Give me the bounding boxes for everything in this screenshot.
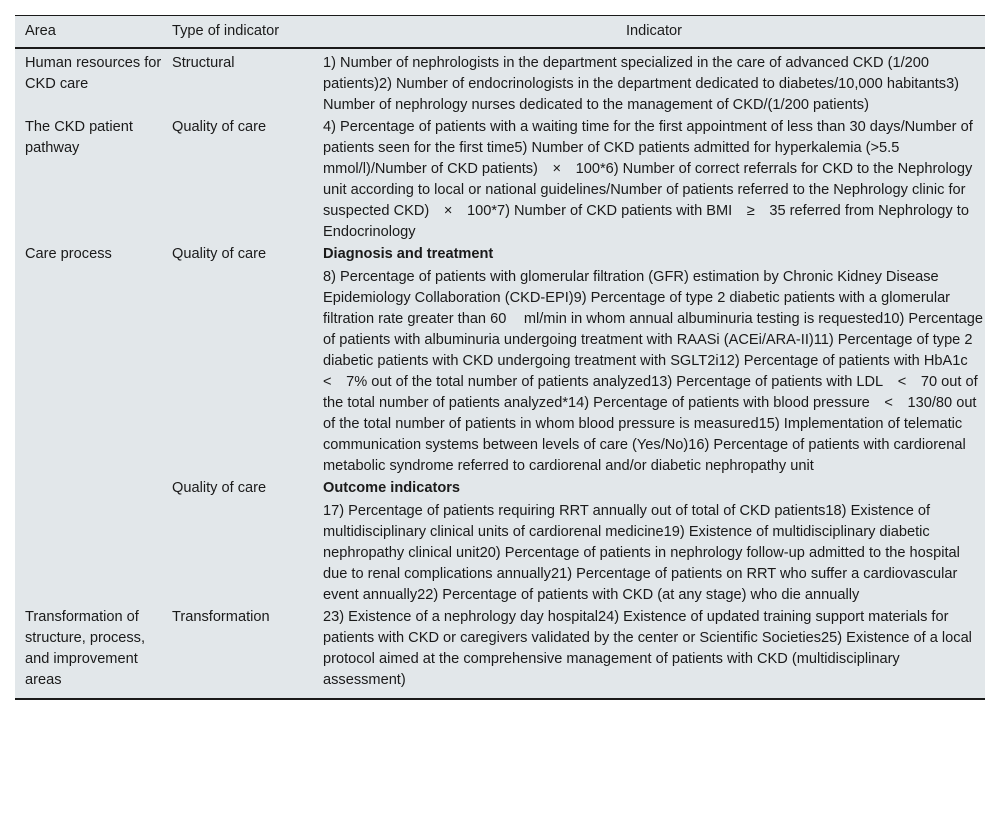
cell-type: Quality of care [172, 246, 267, 262]
cell-area: Care process [25, 246, 112, 262]
indicator-text: 17) Percentage of patients requiring RRT annually out of total of CKD patients18) Existence of multidisciplinary clinical units of cardiorenal medicine19) Existence of multidisciplinary diabetic nephropathy clinical unit20) Percentage of patients in nephrology follow-up admitted to the hospital due to renal complications annually21) Percentage of patients on RRT who suffer a cardiovascular event annually22) Percentage of patients with CKD (at any stage) who die annually [323, 503, 960, 603]
table-header-row [15, 16, 985, 49]
indicators-table [15, 15, 985, 700]
table-row [15, 116, 985, 243]
table-row [15, 477, 985, 606]
cell-area: Transformation of structure, process, and improvement areas [25, 609, 146, 688]
table-row [15, 606, 985, 699]
header-indicator: Indicator [626, 23, 682, 39]
cell-type: Transformation [172, 609, 270, 625]
indicator-text: 8) Percentage of patients with glomerular filtration (GFR) estimation by Chronic Kidney Disease Epidemiology Collaboration (CKD-EPI)9) Percentage of type 2 diabetic patients with a glomerular filtration rate greater than 60 ml/min in whom annual albuminuria testing is requested10) Percentage of patients with albuminuria undergoing treatment with RAASi (ACEi/ARA-II)11) Percentage of type 2 diabetic patients with CKD undergoing treatment with SGLT2i12) Percentage of patients with HbA1c < 7% out of the total number of patients analyzed13) Percentage of patients with LDL < 70 out of the total number of patients analyzed*14) Percentage of patients with blood pressure < 130/80 out of the total number of patients in whom blood pressure is measured15) Implementation of telematic communication systems between levels of care (Yes/No)16) Percentage of patients with cardiorenal metabolic syndrome referred to cardiorenal and/or diabetic nephropathy unit [323, 269, 983, 474]
header-type-of-indicator: Type of indicator [172, 23, 280, 39]
indicator-section-heading: Diagnosis and treatment [323, 246, 494, 262]
cell-type: Quality of care [172, 480, 267, 496]
cell-area [15, 477, 162, 606]
cell-indicator [313, 116, 985, 243]
cell-area: Human resources for CKD care [25, 55, 162, 92]
cell-area: The CKD patient pathway [25, 119, 133, 156]
cell-indicator [313, 48, 985, 116]
table-row [15, 48, 985, 116]
cell-indicator [313, 477, 985, 606]
cell-indicator [313, 606, 985, 699]
cell-indicator [313, 243, 985, 477]
indicator-text: 23) Existence of a nephrology day hospital24) Existence of updated training support materials for patients with CKD or caregivers validated by the center or Scientific Societies25) Existence of a local protocol aimed at the comprehensive management of patients with CKD (multidisciplinary assessment) [323, 609, 972, 688]
cell-type: Quality of care [172, 119, 267, 135]
indicator-text: 1) Number of nephrologists in the department specialized in the care of advanced CKD (1/200 patients)2) Number of endocrinologists in the department dedicated to diabetes/10,000 habitants3) Number of nephrology nurses dedicated to the management of CKD/(1/200 patients) [323, 55, 960, 113]
indicator-section-heading: Outcome indicators [323, 480, 461, 496]
indicators-table-container [15, 15, 985, 700]
table-row [15, 243, 985, 477]
cell-type: Structural [172, 55, 235, 71]
header-area: Area [25, 23, 56, 39]
indicator-text: 4) Percentage of patients with a waiting time for the first appointment of less than 30 days/Number of patients seen for the first time5) Number of CKD patients admitted for hyperkalemia (>5.5 mmol/l)/Number of CKD patients) × 100*6) Number of correct referrals for CKD to the Nephrology unit according to local or national guidelines/Number of patients referred to the Nephrology clinic for suspected CKD) × 100*7) Number of CKD patients with BMI ≥ 35 referred from Nephrology to Endocrinology [323, 119, 973, 240]
